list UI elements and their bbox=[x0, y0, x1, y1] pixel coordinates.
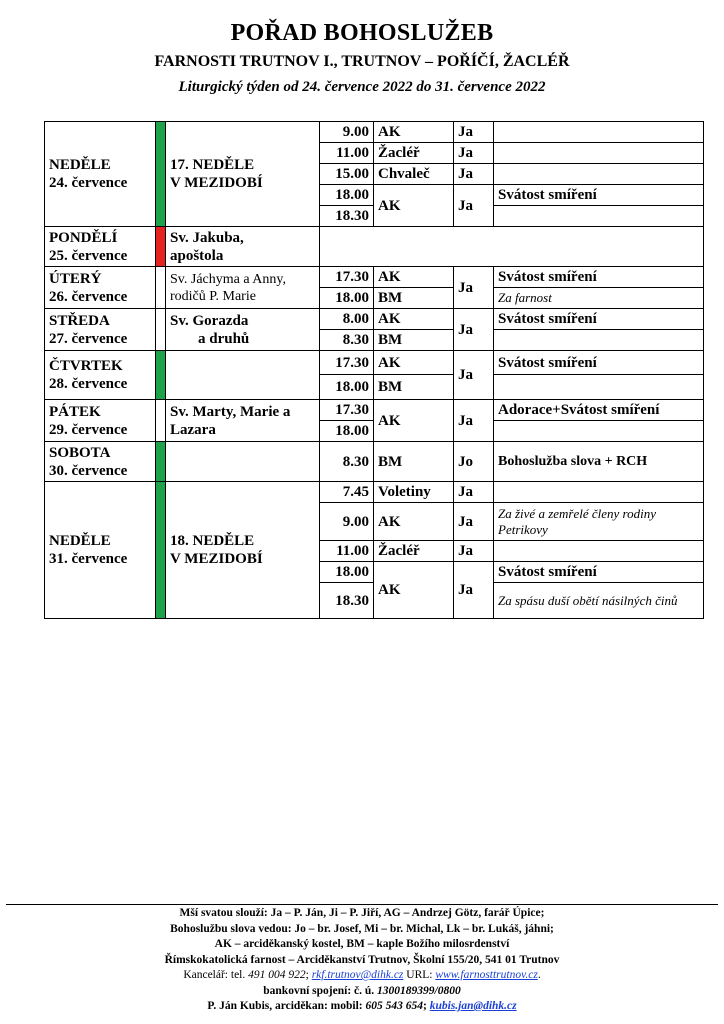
day-name: NEDĚLE bbox=[49, 533, 111, 549]
note-cell bbox=[494, 143, 704, 164]
time-cell: 18.30 bbox=[320, 583, 374, 619]
place-cell: AK bbox=[374, 122, 454, 143]
day-cell bbox=[45, 309, 156, 351]
time-cell: 15.00 bbox=[320, 164, 374, 185]
place-cell: AK bbox=[374, 400, 454, 442]
note-cell: Za spásu duší obětí násilných činů bbox=[494, 583, 704, 619]
place-cell: Voletiny bbox=[374, 482, 454, 503]
day-date: 26. července bbox=[49, 288, 128, 305]
note-cell: Svátost smíření bbox=[494, 351, 704, 375]
liturgical-color-white bbox=[156, 267, 166, 309]
place-cell: AK bbox=[374, 309, 454, 330]
day-cell bbox=[45, 351, 156, 400]
priest-cell: Ja bbox=[454, 309, 494, 351]
day-name: PONDĚLÍ bbox=[49, 229, 118, 246]
time-cell: 8.00 bbox=[320, 309, 374, 330]
table-row bbox=[45, 227, 704, 267]
office-phone: 491 004 922 bbox=[248, 969, 306, 981]
priest-phone: 605 543 654 bbox=[365, 1000, 424, 1012]
liturgical-color-white bbox=[156, 400, 166, 442]
priest-email-link[interactable]: kubis.jan@dihk.cz bbox=[429, 1000, 517, 1012]
table-row bbox=[45, 442, 704, 482]
note-cell bbox=[494, 421, 704, 442]
note-cell: Za farnost bbox=[494, 288, 704, 309]
place-cell: AK bbox=[374, 351, 454, 375]
priest-cell: Jo bbox=[454, 442, 494, 482]
priest-cell: Ja bbox=[454, 267, 494, 309]
day-date: 29. července bbox=[49, 421, 128, 438]
priest-cell: Ja bbox=[454, 541, 494, 562]
liturgical-week: Liturgický týden od 24. července 2022 do 31. července 2022 bbox=[178, 79, 546, 95]
time-cell: 18.00 bbox=[320, 421, 374, 442]
day-cell bbox=[45, 227, 156, 267]
place-cell: Chvaleč bbox=[374, 164, 454, 185]
note-cell: Za živé a zemřelé členy rodiny Petrikovy bbox=[494, 503, 704, 541]
parish-subtitle: FARNOSTI TRUTNOV I., TRUTNOV – POŘÍČÍ, ŽACLÉŘ bbox=[154, 53, 570, 70]
day-cell bbox=[45, 442, 156, 482]
day-cell bbox=[45, 400, 156, 442]
priest-cell: Ja bbox=[454, 122, 494, 143]
day-name: NEDĚLE bbox=[49, 157, 111, 173]
feast-cell: Sv. Jáchyma a Anny, rodičů P. Marie bbox=[166, 267, 320, 309]
day-date: 25. července bbox=[49, 247, 128, 264]
footer-abbreviations: AK – arciděkanský kostel, BM – kaple Božího milosrdenství bbox=[214, 938, 510, 950]
day-date: 31. července bbox=[49, 551, 128, 567]
feast-cell: Sv. Marty, Marie a Lazara bbox=[166, 400, 320, 442]
time-cell: 18.00 bbox=[320, 288, 374, 309]
liturgical-color-green bbox=[156, 351, 166, 400]
priest-cell: Ja bbox=[454, 185, 494, 227]
footer bbox=[0, 906, 724, 1015]
day-name: PÁTEK bbox=[49, 403, 101, 420]
day-cell bbox=[45, 267, 156, 309]
note-cell bbox=[494, 330, 704, 351]
place-cell: Žacléř bbox=[374, 143, 454, 164]
priest-cell: Ja bbox=[454, 503, 494, 541]
table-row bbox=[45, 309, 704, 330]
place-cell: BM bbox=[374, 442, 454, 482]
liturgical-color-green bbox=[156, 482, 166, 619]
feast-cell: Sv. Jakuba, apoštola bbox=[166, 227, 320, 267]
day-name: STŘEDA bbox=[49, 312, 110, 329]
priest-cell: Ja bbox=[454, 143, 494, 164]
page-title: POŘAD BOHOSLUŽEB bbox=[230, 20, 494, 46]
table-row bbox=[45, 400, 704, 421]
feast-cell bbox=[166, 442, 320, 482]
note-cell: Bohoslužba slova + RCH bbox=[494, 442, 704, 482]
day-cell bbox=[45, 122, 156, 227]
time-cell: 17.30 bbox=[320, 400, 374, 421]
feast-cell: 17. NEDĚLE V MEZIDOBÍ bbox=[166, 122, 320, 227]
day-cell bbox=[45, 482, 156, 619]
day-name: ČTVRTEK bbox=[49, 358, 123, 374]
table-row bbox=[45, 482, 704, 503]
place-cell: AK bbox=[374, 562, 454, 619]
time-cell: 17.30 bbox=[320, 267, 374, 288]
time-cell: 18.00 bbox=[320, 375, 374, 400]
note-cell bbox=[494, 541, 704, 562]
priest-cell: Ja bbox=[454, 482, 494, 503]
feast-cell: 18. NEDĚLE V MEZIDOBÍ bbox=[166, 482, 320, 619]
time-cell: 9.00 bbox=[320, 503, 374, 541]
time-cell: 8.30 bbox=[320, 330, 374, 351]
time-cell: 18.00 bbox=[320, 185, 374, 206]
note-cell bbox=[494, 482, 704, 503]
priest-cell: Ja bbox=[454, 400, 494, 442]
feast-cell: Sv. Gorazda a druhů bbox=[166, 309, 320, 351]
bank-account: 1300189399/0800 bbox=[377, 984, 461, 997]
day-name: SOBOTA bbox=[49, 444, 111, 461]
priest-cell: Ja bbox=[454, 164, 494, 185]
table-row bbox=[45, 351, 704, 375]
note-cell: Svátost smíření bbox=[494, 562, 704, 583]
footer-lay-leaders: Bohoslužbu slova vedou: Jo – br. Josef, Mi – br. Michal, Lk – br. Lukáš, jáhni; bbox=[170, 922, 554, 935]
note-cell bbox=[494, 122, 704, 143]
schedule-table bbox=[44, 121, 704, 619]
footer-divider bbox=[6, 904, 718, 905]
day-date: 24. července bbox=[49, 175, 128, 191]
footer-priest-contact: P. Ján Kubis, arciděkan: mobil: 605 543 654; kubis.jan@dihk.cz bbox=[207, 1000, 517, 1012]
note-cell: Svátost smíření bbox=[494, 267, 704, 288]
place-cell: AK bbox=[374, 267, 454, 288]
day-date: 30. července bbox=[49, 462, 128, 479]
time-cell: 9.00 bbox=[320, 122, 374, 143]
day-date: 27. července bbox=[49, 330, 128, 347]
liturgical-color-red bbox=[156, 227, 166, 267]
priest-cell: Ja bbox=[454, 562, 494, 619]
website-link[interactable]: www.farnosttrutnov.cz bbox=[435, 969, 538, 981]
time-cell: 7.45 bbox=[320, 482, 374, 503]
office-email-link[interactable]: rkf.trutnov@dihk.cz bbox=[311, 969, 404, 981]
liturgical-color-green bbox=[156, 122, 166, 227]
time-cell: 11.00 bbox=[320, 143, 374, 164]
place-cell: Žacléř bbox=[374, 541, 454, 562]
empty-service-cell bbox=[320, 227, 704, 267]
feast-cell bbox=[166, 351, 320, 400]
place-cell: BM bbox=[374, 288, 454, 309]
note-cell: Svátost smíření bbox=[494, 309, 704, 330]
table-row bbox=[45, 122, 704, 143]
table-row bbox=[45, 267, 704, 288]
priest-cell: Ja bbox=[454, 351, 494, 400]
footer-office-contact: Kancelář: tel. 491 004 922; rkf.trutnov@dihk.cz URL: www.farnosttrutnov.cz. bbox=[183, 969, 541, 981]
time-cell: 11.00 bbox=[320, 541, 374, 562]
liturgical-color-white bbox=[156, 309, 166, 351]
time-cell: 8.30 bbox=[320, 442, 374, 482]
place-cell: BM bbox=[374, 330, 454, 351]
time-cell: 18.30 bbox=[320, 206, 374, 227]
note-cell: Svátost smíření bbox=[494, 185, 704, 206]
time-cell: 18.00 bbox=[320, 562, 374, 583]
liturgical-color-green bbox=[156, 442, 166, 482]
footer-celebrants: Mší svatou slouží: Ja – P. Ján, Ji – P. Jiří, AG – Andrzej Götz, farář Úpice; bbox=[179, 907, 545, 919]
note-cell bbox=[494, 206, 704, 227]
note-cell bbox=[494, 375, 704, 400]
footer-address: Římskokatolická farnost – Arciděkanství Trutnov, Školní 155/20, 541 01 Trutnov bbox=[164, 953, 560, 966]
place-cell: AK bbox=[374, 503, 454, 541]
note-cell: Adorace+Svátost smíření bbox=[494, 400, 704, 421]
footer-bank: bankovní spojení: č. ú. 1300189399/0800 bbox=[263, 984, 461, 997]
day-name: ÚTERÝ bbox=[49, 270, 102, 287]
day-date: 28. července bbox=[49, 376, 128, 392]
place-cell: AK bbox=[374, 185, 454, 227]
note-cell bbox=[494, 164, 704, 185]
place-cell: BM bbox=[374, 375, 454, 400]
time-cell: 17.30 bbox=[320, 351, 374, 375]
